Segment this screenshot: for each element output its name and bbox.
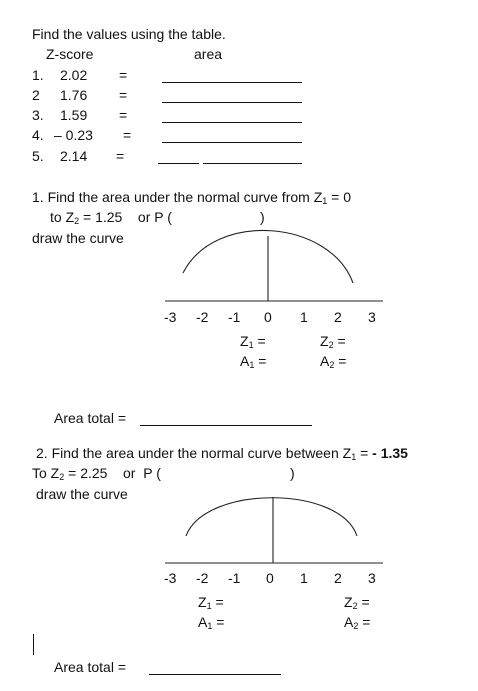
area-total-blank[interactable]	[149, 674, 281, 675]
subscript: 1	[351, 452, 357, 462]
z1-label	[240, 333, 266, 349]
problem1-line1	[32, 189, 351, 205]
bell-curve	[183, 230, 353, 283]
a2-label	[344, 614, 370, 630]
tick-label: 3	[368, 309, 376, 325]
subscript: 2	[329, 360, 335, 370]
problem1-text: to Z	[50, 209, 75, 225]
bell-curve	[186, 498, 357, 536]
z-letter: Z	[320, 333, 329, 349]
row-zscore: 1.76	[60, 87, 88, 103]
z-letter: Z	[240, 333, 249, 349]
subscript: 2	[352, 601, 358, 611]
instructions: Find the values using the table.	[32, 26, 226, 42]
draw-curve-label: draw the curve	[36, 486, 128, 502]
equals: =	[334, 353, 347, 369]
subscript: 1	[207, 621, 213, 631]
row-equals: =	[116, 148, 125, 164]
problem1-text: = 0	[327, 189, 352, 205]
bold-value: - 1.35	[372, 445, 408, 461]
row-number: 3.	[32, 107, 44, 123]
answer-blank[interactable]	[203, 163, 302, 164]
row-equals: =	[119, 107, 128, 123]
row-equals: =	[119, 67, 128, 83]
equals: =	[254, 353, 267, 369]
tick-label: 0	[266, 570, 274, 586]
equals: =	[212, 614, 225, 630]
row-zscore: 2.14	[60, 148, 88, 164]
subscript: 1	[248, 340, 254, 350]
equals: =	[357, 594, 370, 610]
row-zscore: 2.02	[60, 67, 88, 83]
subscript: 1	[322, 196, 328, 206]
z2-label	[320, 333, 346, 349]
row-zscore: 1.59	[60, 107, 88, 123]
tick-label: 0	[264, 309, 272, 325]
equals: =	[333, 333, 346, 349]
subscript: 1	[206, 601, 212, 611]
a2-label	[320, 353, 346, 369]
row-number: 2	[32, 87, 40, 103]
text-cursor	[33, 634, 34, 655]
answer-blank[interactable]	[162, 122, 302, 123]
tick-label: -2	[196, 570, 209, 586]
answer-blank[interactable]	[162, 82, 302, 83]
z-letter: Z	[198, 594, 207, 610]
subscript: 1	[249, 360, 255, 370]
problem1-text: = 1.25 or P (	[79, 209, 172, 225]
tick-label: 2	[334, 570, 342, 586]
a1-label	[198, 614, 224, 630]
row-number: 1.	[32, 67, 44, 83]
equals: =	[253, 333, 266, 349]
paren-close: )	[290, 465, 295, 481]
row-equals: =	[119, 87, 128, 103]
paren-close: )	[260, 209, 265, 225]
a1-label	[240, 353, 266, 369]
tick-label: -3	[164, 309, 177, 325]
equals: =	[358, 614, 371, 630]
area-total-blank[interactable]	[140, 425, 312, 426]
tick-label: -1	[228, 309, 241, 325]
tick-label: 1	[300, 309, 308, 325]
tick-label: -2	[196, 309, 209, 325]
a-letter: A	[344, 614, 354, 630]
a-letter: A	[240, 353, 250, 369]
problem2-text: =	[356, 445, 373, 461]
problem2-text: 2. Find the area under the normal curve between Z	[36, 445, 352, 461]
draw-curve-label: draw the curve	[32, 230, 124, 246]
problem2-text: = 2.25 or P (	[64, 465, 161, 481]
problem2-text: To Z	[32, 465, 60, 481]
answer-blank[interactable]	[162, 102, 302, 103]
z1-label	[198, 594, 224, 610]
subscript: 2	[59, 472, 65, 482]
tick-label: -1	[228, 570, 241, 586]
area-header: area	[194, 46, 223, 62]
subscript: 2	[74, 216, 80, 226]
zscore-header: Z-score	[46, 46, 94, 62]
row-equals: =	[123, 127, 132, 143]
subscript: 2	[353, 621, 359, 631]
z2-label	[344, 594, 370, 610]
row-number: 5.	[32, 148, 44, 164]
subscript: 2	[328, 340, 334, 350]
problem1-line2	[50, 209, 172, 225]
a-letter: A	[320, 353, 330, 369]
z-letter: Z	[344, 594, 353, 610]
problem2-line2	[32, 465, 161, 481]
tick-label: 2	[334, 309, 342, 325]
row-number: 4.	[32, 127, 44, 143]
problem2-line1	[36, 445, 408, 461]
a-letter: A	[198, 614, 208, 630]
tick-label: -3	[164, 570, 177, 586]
problem1-text: 1. Find the area under the normal curve from Z	[32, 189, 323, 205]
answer-blank[interactable]	[158, 163, 199, 164]
tick-label: 3	[368, 570, 376, 586]
equals: =	[211, 594, 224, 610]
row-zscore: – 0.23	[54, 127, 93, 143]
tick-label: 1	[300, 570, 308, 586]
area-total-label: Area total =	[54, 410, 126, 426]
answer-blank[interactable]	[162, 142, 302, 143]
area-total-label: Area total =	[54, 659, 126, 675]
